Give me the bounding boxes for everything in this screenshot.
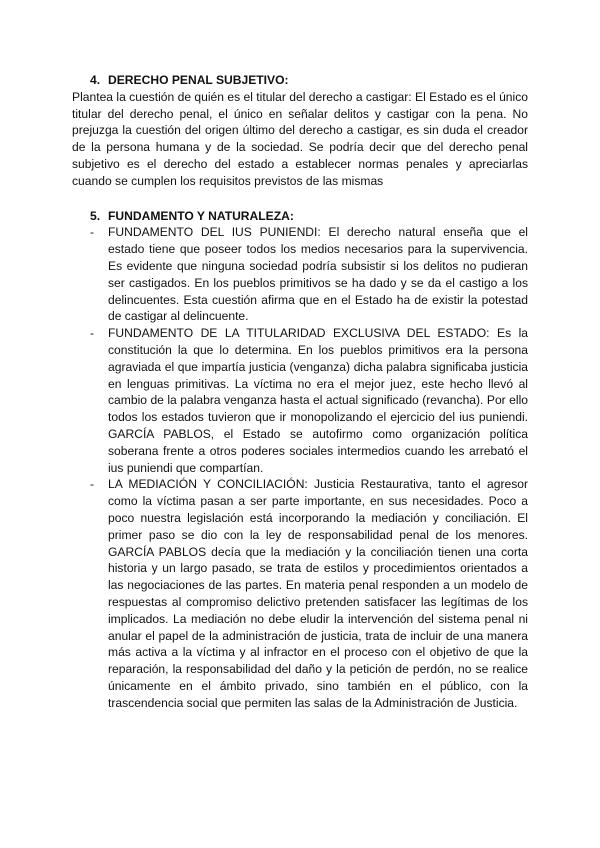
section-4-title: DERECHO PENAL SUBJETIVO:	[108, 73, 289, 87]
list-item-text: LA MEDIACIÓN Y CONCILIACIÓN: Justicia Restaurativa, tanto el agresor como la víctima pasan a ser parte importante, en sus necesidades. Poco a poco nuestra legislación está incorporando la mediación y conciliación. El primer paso se dio con la ley de responsabilidad penal de los menores. GARCÍA PABLOS decía que la mediación y la conciliación tienen una corta historia y un largo pasado, se trata de estilos y procedimientos orientados a las negociaciones de las partes. En materia penal responden a un modelo de respuestas al compromiso delictivo pretenden satisfacer las legítimas de los implicados. La mediación no debe eludir la intervención del sistema penal ni anular el papel de la administración de justicia, trata de incluir de una manera más activa a la víctima y al infractor en el proceso con el objetivo de que la reparación, la responsabilidad del daño y la petición de perdón, no se realice únicamente en el ámbito privado, sino también en el público, con la trascendencia social que permiten las salas de la Administración de Justicia.	[108, 477, 528, 710]
section-5-heading	[72, 208, 528, 225]
bullet-dash: -	[90, 225, 95, 240]
section-4-number: 4.	[90, 73, 101, 87]
list-item-text: FUNDAMENTO DEL IUS PUNIENDI: El derecho natural enseña que el estado tiene que poseer todos los medios necesarios para la supervivencia. Es evidente que ninguna sociedad podría subsistir si los delitos no pudieran ser castigados. En los pueblos primitivos se ha dado y se da el castigo a los delincuentes. Esta cuestión afirma que en el Estado ha de existir la potestad de castigar al delincuente.	[108, 225, 528, 324]
section-5-list	[72, 224, 528, 711]
section-5-title: FUNDAMENTO Y NATURALEZA:	[108, 208, 294, 223]
bullet-dash: -	[90, 477, 95, 492]
section-5-number: 5.	[90, 208, 101, 223]
section-spacer	[72, 190, 528, 208]
bullet-dash: -	[90, 326, 95, 341]
list-item-titularidad	[72, 325, 528, 476]
list-item-mediacion	[72, 476, 528, 711]
section-4-paragraph: Plantea la cuestión de quién es el titular del derecho a castigar: El Estado es el único titular del derecho penal, el único en señalar delitos y castigar con la pena. No prejuzga la cuestión del origen último del derecho a castigar, es sin duda el creador de la persona humana y de la sociedad. Se podría decir que del derecho penal subjetivo es el derecho del estado a establecer normas penales y apreciarlas cuando se cumplen los requisitos previstos de las mismas	[72, 89, 528, 188]
list-item-text: FUNDAMENTO DE LA TITULARIDAD EXCLUSIVA DEL ESTADO: Es la constitución la que lo determina. En los pueblos primitivos era la persona agraviada el que impartía justicia (venganza) dicha palabra significaba justicia en lenguas primitivas. La víctima no era el mejor juez, este hecho llevó al cambio de la palabra venganza hasta el actual significado (revancha). Por ello todos los estados tuvieron que ir monopolizando el ejercicio del ius puniendi. GARCÍA PABLOS, el Estado se autofirmo como organización política soberana frente a otros poderes sociales intermedios cuando les arrebató el ius puniendi que compartían.	[108, 326, 528, 475]
list-item-ius-puniendi	[72, 224, 528, 325]
section-4-heading	[72, 72, 528, 89]
document-page	[72, 72, 528, 711]
